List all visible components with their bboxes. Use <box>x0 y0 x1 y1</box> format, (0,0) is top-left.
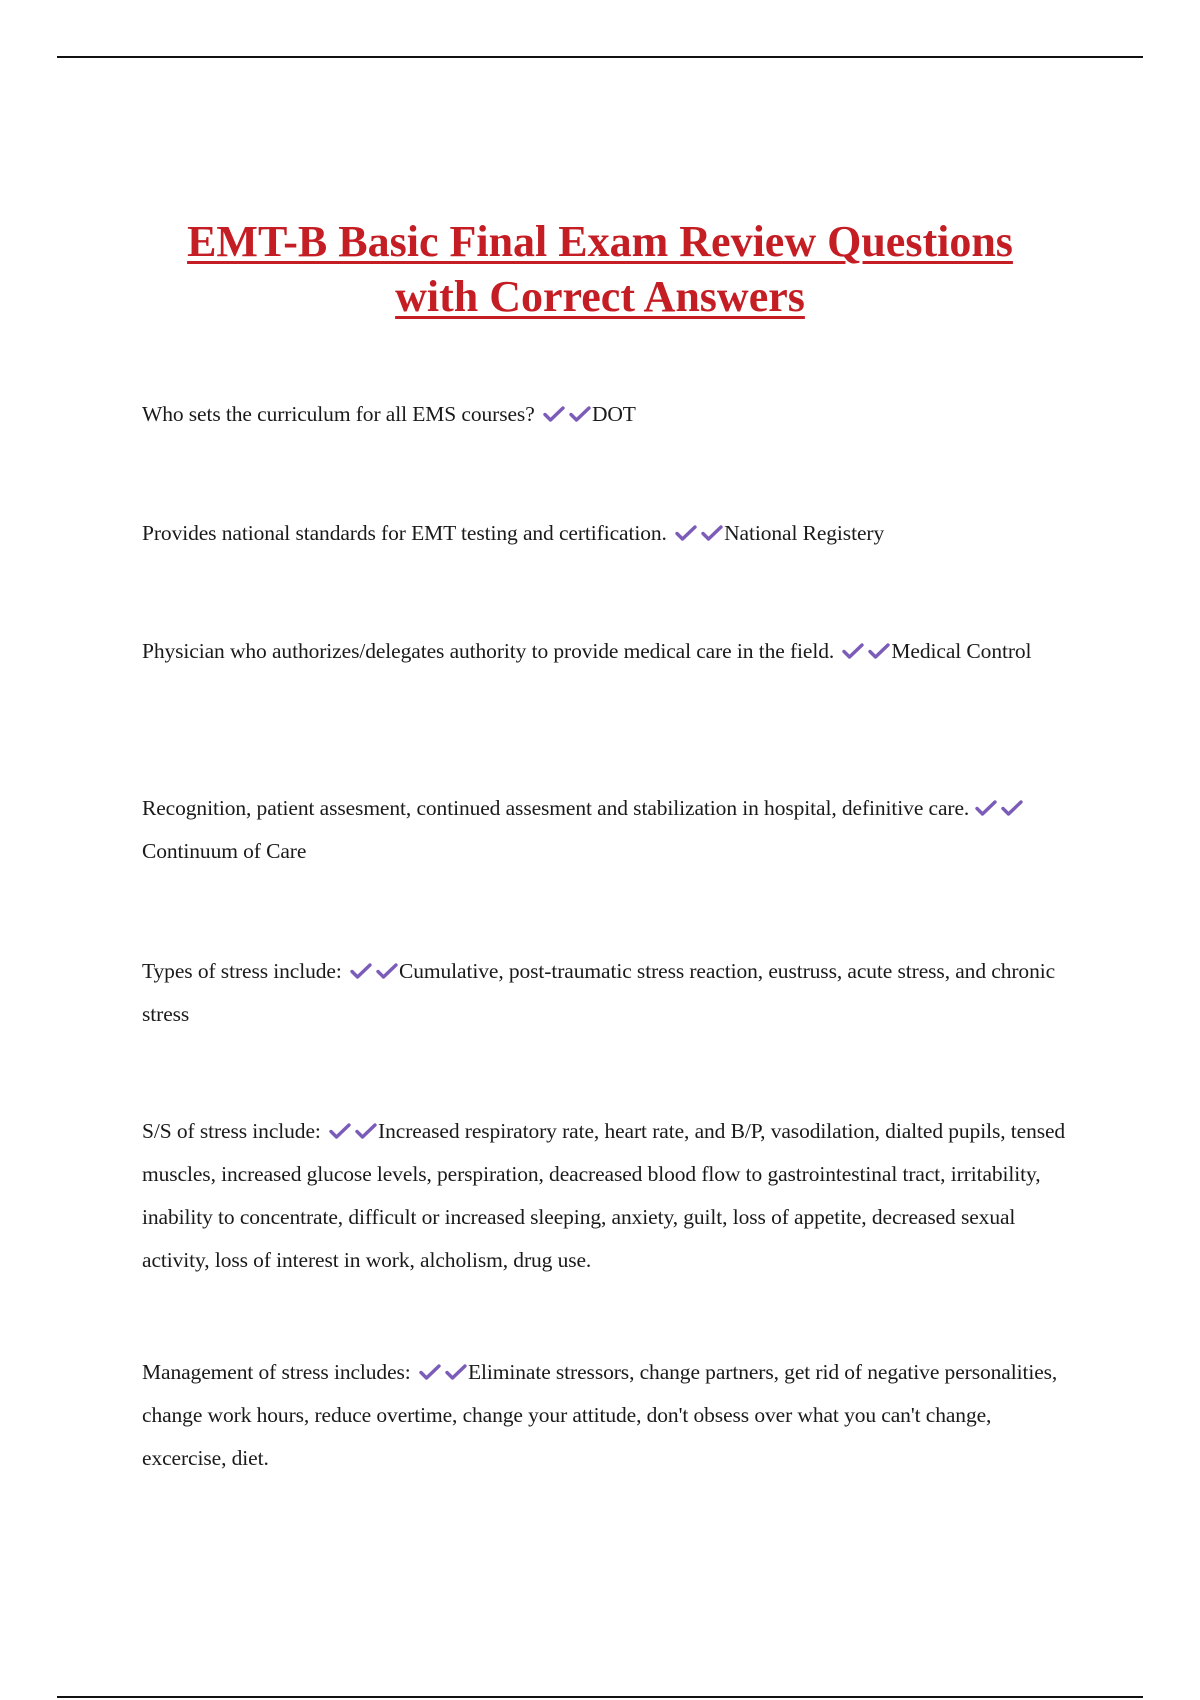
check-icon <box>841 642 865 660</box>
check-icon <box>354 1122 378 1140</box>
check-icon <box>1000 799 1024 817</box>
question-text: S/S of stress include: <box>142 1119 321 1143</box>
answer-text: DOT <box>591 402 636 426</box>
top-rule <box>57 56 1143 58</box>
question-text: Management of stress includes: <box>142 1360 411 1384</box>
qa-item-3 <box>142 630 1072 673</box>
qa-item-5 <box>142 950 1072 1036</box>
answer-text: Continuum of Care <box>142 839 307 863</box>
check-icon <box>700 524 724 542</box>
answer-text: Medical Control <box>891 639 1032 663</box>
answer-text: National Registery <box>724 521 885 545</box>
question-text: Provides national standards for EMT testing and certification. <box>142 521 667 545</box>
title-line-2: with Correct Answers <box>395 272 805 321</box>
answer-text: Increased respiratory rate, heart rate, and B/P, vasodilation, dialted pupils, tensed muscles, increased glucose levels, perspiration, deacreased blood flow to gastrointestinal tract, irritability, inability to concentrate, difficult or increased sleeping, anxiety, guilt, loss of appetite, decreased sexual activity, loss of interest in work, alcholism, drug use. <box>142 1119 1066 1272</box>
question-text: Who sets the curriculum for all EMS courses? <box>142 402 535 426</box>
question-text: Types of stress include: <box>142 959 342 983</box>
qa-item-4 <box>142 787 1072 873</box>
check-icon <box>542 405 566 423</box>
check-icon <box>674 524 698 542</box>
check-icon <box>568 405 592 423</box>
check-icon <box>349 962 373 980</box>
check-icon <box>974 799 998 817</box>
check-icon <box>375 962 399 980</box>
check-icon <box>444 1363 468 1381</box>
answer-text: Cumulative, post-traumatic stress reaction, eustruss, acute stress, and chronic stress <box>142 959 1056 1026</box>
qa-item-1 <box>142 393 1072 436</box>
answer-text: Eliminate stressors, change partners, get rid of negative personalities, change work hours, reduce overtime, change your attitude, don't obsess over what you can't change, excercise, diet. <box>142 1360 1058 1470</box>
question-text: Recognition, patient assesment, continued assesment and stabilization in hospital, definitive care. <box>142 796 970 820</box>
check-icon <box>867 642 891 660</box>
question-text: Physician who authorizes/delegates authority to provide medical care in the field. <box>142 639 835 663</box>
qa-item-7 <box>142 1351 1072 1480</box>
qa-item-2 <box>142 512 1072 555</box>
title-line-1: EMT-B Basic Final Exam Review Questions <box>187 217 1013 266</box>
check-icon <box>418 1363 442 1381</box>
document-title <box>120 214 1080 324</box>
qa-item-6 <box>142 1110 1072 1282</box>
bottom-rule <box>57 1696 1143 1698</box>
check-icon <box>328 1122 352 1140</box>
